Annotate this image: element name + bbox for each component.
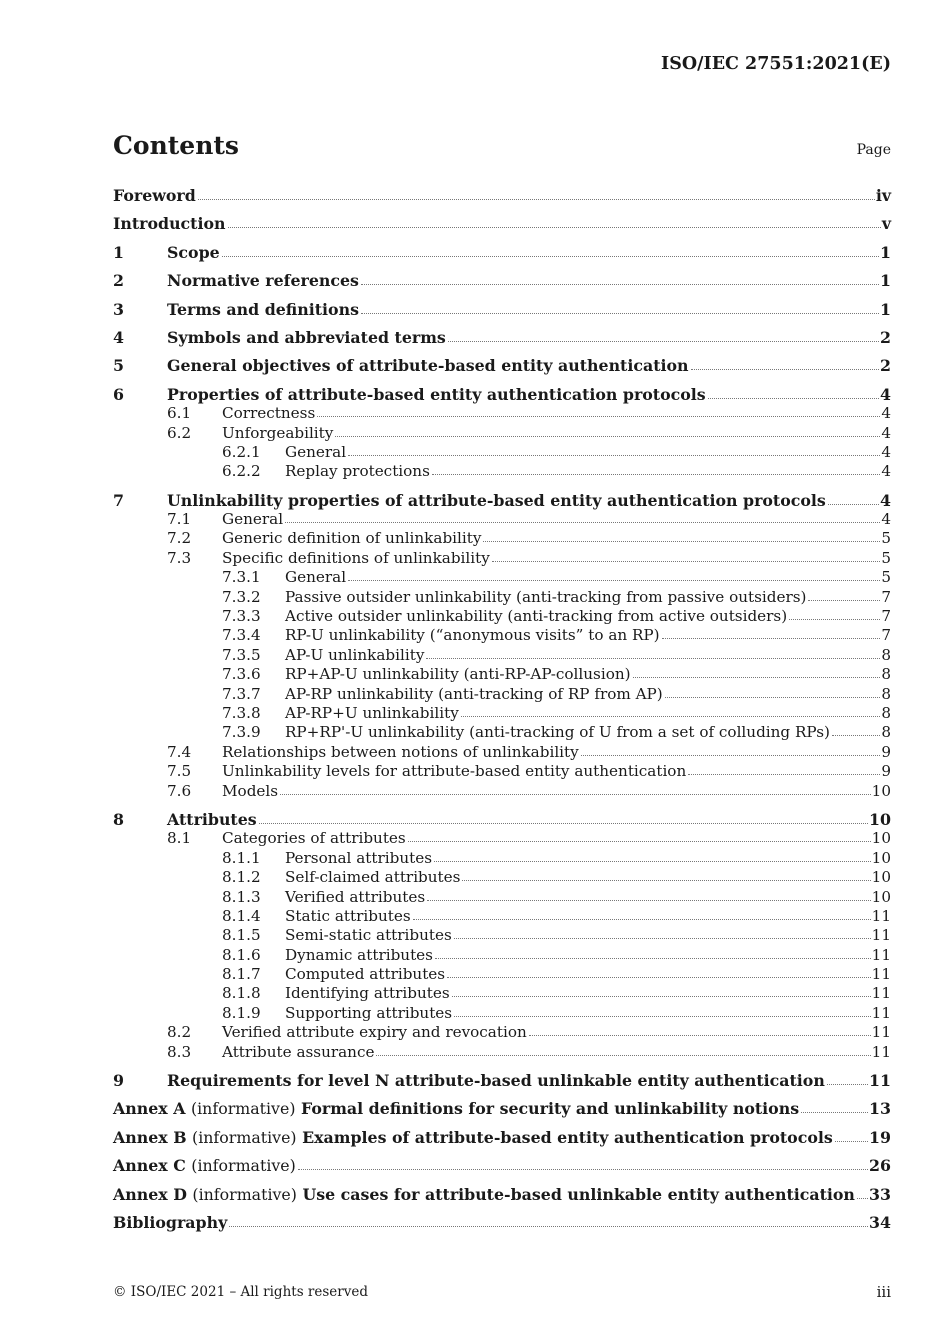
toc-entry-title-group <box>113 1128 833 1147</box>
toc-entry-number: 6.1 <box>167 404 192 423</box>
toc-entry-page: 13 <box>869 1099 891 1119</box>
toc-entry[interactable] <box>113 926 891 945</box>
toc-entry-title-group <box>285 704 459 723</box>
toc-entry-title: Unlinkability properties of attribute-based entity authentication protocols <box>167 490 826 510</box>
toc-entry-page: 33 <box>869 1184 891 1204</box>
toc-entry-page: 7 <box>881 626 891 645</box>
toc-entry-title-group <box>222 1043 374 1062</box>
toc-entry-page: iv <box>875 186 891 205</box>
toc-entry-title: General objectives of attribute-based entity authentication <box>167 356 689 376</box>
dot-leader <box>691 368 879 370</box>
toc-entry-page: 11 <box>871 945 891 964</box>
dot-leader <box>529 1034 871 1036</box>
dot-leader <box>427 899 871 901</box>
toc-entry[interactable] <box>113 762 891 781</box>
toc-entry-title-group <box>167 491 826 510</box>
toc-entry-page: 4 <box>881 423 891 442</box>
toc-entry[interactable] <box>113 510 891 529</box>
toc-entry-title-group <box>222 404 315 423</box>
toc-entry[interactable] <box>113 665 891 684</box>
toc-entry-number: 8.1.5 <box>222 926 261 945</box>
toc-entry-title-group <box>222 424 333 443</box>
toc-entry-page: 10 <box>871 868 891 887</box>
toc-entry[interactable] <box>113 568 891 587</box>
toc-entry-number: 8.1.3 <box>222 887 261 906</box>
toc-entry-title-group <box>222 1023 527 1042</box>
toc-entry-number: 7.5 <box>167 762 192 781</box>
toc-entry-page: 10 <box>871 829 891 848</box>
toc-entry-page: 11 <box>871 926 891 945</box>
toc-entry-page: 34 <box>869 1212 891 1232</box>
annex-note: (informative) <box>192 1127 297 1147</box>
toc-entry-title: Examples of attribute-based entity authentication protocols <box>302 1127 833 1147</box>
dot-leader <box>454 1015 871 1017</box>
toc-entry[interactable] <box>113 965 891 984</box>
toc-entry-page: 1 <box>880 299 891 319</box>
toc-entry-title: Generic definition of unlinkability <box>222 529 482 548</box>
dot-leader <box>832 734 880 736</box>
toc-entry-title-group <box>113 214 226 233</box>
toc-entry[interactable] <box>113 328 891 347</box>
dot-leader <box>317 415 880 417</box>
toc-entry-number: 8.1 <box>167 829 192 848</box>
toc-entry-title: Bibliography <box>113 1212 228 1232</box>
dot-leader <box>361 312 879 314</box>
dot-leader <box>452 995 871 997</box>
dot-leader <box>259 822 868 824</box>
dot-leader <box>435 957 871 959</box>
toc-entry-title: General <box>222 510 284 529</box>
toc-entry-page: 5 <box>881 548 891 567</box>
toc-entry-number: 8.1.2 <box>222 868 261 887</box>
table-of-contents <box>113 183 891 1232</box>
toc-entry-title: Verified attribute expiry and revocation <box>222 1023 527 1042</box>
toc-entry-title: Normative references <box>167 271 359 291</box>
toc-entry-title: Semi-static attributes <box>285 926 452 945</box>
toc-entry[interactable] <box>113 1023 891 1042</box>
toc-entry-page: 5 <box>881 568 891 587</box>
toc-entry-page: 8 <box>881 703 891 722</box>
dot-leader <box>426 657 880 659</box>
dot-leader <box>835 1140 868 1142</box>
toc-entry-title-group <box>167 356 689 375</box>
toc-entry-title: Properties of attribute-based entity authentication protocols <box>167 384 706 404</box>
toc-entry-title: Correctness <box>222 404 316 423</box>
toc-entry-title-group <box>113 1213 227 1232</box>
toc-entry-number: 9 <box>113 1071 124 1091</box>
toc-entry-title-group <box>222 782 278 801</box>
toc-entry-number: 6.2.2 <box>222 462 261 481</box>
toc-entry-title: Specific definitions of unlinkability <box>222 548 490 567</box>
toc-entry-page: 11 <box>869 1071 891 1091</box>
toc-entry-title: AP-U unlinkability <box>285 645 425 664</box>
dot-leader <box>827 1083 868 1085</box>
toc-entry-page: 11 <box>871 984 891 1003</box>
toc-entry-title: General <box>285 442 347 461</box>
toc-entry-title-group <box>113 186 196 205</box>
toc-entry-title: Identifying attributes <box>285 984 450 1003</box>
dot-leader <box>361 283 879 285</box>
toc-entry-title-group <box>167 1071 825 1090</box>
toc-entry-page: 7 <box>881 587 891 606</box>
toc-entry-page: 7 <box>881 607 891 626</box>
toc-entry-title-group <box>222 510 283 529</box>
dot-leader <box>662 637 881 639</box>
toc-entry[interactable] <box>113 1156 891 1175</box>
toc-entry-title-group <box>285 646 424 665</box>
toc-entry[interactable] <box>113 743 891 762</box>
toc-entry-title: Foreword <box>113 186 196 205</box>
toc-entry-title: Supporting attributes <box>285 1003 453 1022</box>
toc-entry-title-group <box>285 443 346 462</box>
dot-leader <box>483 540 880 542</box>
toc-entry-title: Introduction <box>113 214 226 234</box>
toc-entry-title: Passive outsider unlinkability (anti-tracking from passive outsiders) <box>285 587 807 606</box>
toc-entry[interactable] <box>113 907 891 926</box>
toc-entry-title: Formal definitions for security and unlinkability notions <box>300 1099 800 1119</box>
toc-entry-number: 6.2.1 <box>222 442 261 461</box>
dot-leader <box>461 715 881 717</box>
toc-entry-number: 7.3.9 <box>222 723 261 742</box>
toc-entry[interactable] <box>113 1004 891 1023</box>
dot-leader <box>335 435 880 437</box>
toc-entry-title-group <box>285 665 631 684</box>
toc-entry-page: 11 <box>871 1042 891 1061</box>
toc-entry-title-group <box>285 1004 452 1023</box>
toc-entry[interactable] <box>113 356 891 375</box>
toc-entry-title-group <box>167 271 359 290</box>
toc-entry-page: 8 <box>881 684 891 703</box>
toc-entry-title-group <box>285 723 830 742</box>
toc-entry[interactable] <box>113 1185 891 1204</box>
toc-entry[interactable] <box>113 529 891 548</box>
toc-entry[interactable] <box>113 549 891 568</box>
toc-entry-number: 4 <box>113 327 124 347</box>
dot-leader <box>447 976 871 978</box>
toc-entry-page: 8 <box>881 645 891 664</box>
toc-entry-title-group <box>222 762 686 781</box>
toc-entry-title-group <box>285 868 460 887</box>
toc-entry-title: Scope <box>167 242 220 262</box>
toc-entry[interactable] <box>113 186 891 205</box>
toc-entry-page: 1 <box>880 242 891 262</box>
toc-entry-page: 8 <box>881 723 891 742</box>
toc-entry-page: 11 <box>871 906 891 925</box>
toc-entry[interactable] <box>113 888 891 907</box>
toc-entry-title: Models <box>222 781 279 800</box>
toc-entry-number: 7.3.6 <box>222 665 261 684</box>
toc-entry-number: 8.1.6 <box>222 945 261 964</box>
toc-entry-page: 2 <box>880 356 891 376</box>
toc-entry-title-group <box>285 965 445 984</box>
toc-entry-page: 10 <box>871 887 891 906</box>
dot-leader <box>434 860 871 862</box>
toc-entry-number: 7.3.3 <box>222 607 261 626</box>
toc-entry-page: 9 <box>881 762 891 781</box>
toc-entry-title-group <box>167 385 706 404</box>
toc-entry[interactable] <box>113 829 891 848</box>
toc-entry-number: 8.2 <box>167 1023 192 1042</box>
toc-entry-number: 7.3 <box>167 548 192 567</box>
toc-entry-title: Verified attributes <box>285 887 426 906</box>
dot-leader <box>801 1111 868 1113</box>
toc-entry[interactable] <box>113 271 891 290</box>
toc-entry-number: 8.1.4 <box>222 906 261 925</box>
toc-entry-title: Attributes <box>167 809 257 829</box>
dot-leader <box>665 696 881 698</box>
toc-entry-title: Requirements for level N attribute-based unlinkable entity authentication <box>167 1071 825 1091</box>
toc-entry-title: AP-RP unlinkability (anti-tracking of RP from AP) <box>285 684 663 703</box>
toc-entry[interactable] <box>113 443 891 462</box>
page-number: iii <box>876 1283 891 1301</box>
dot-leader <box>408 840 871 842</box>
annex-note: (informative) <box>192 1184 297 1204</box>
toc-entry-title: Relationships between notions of unlinkability <box>222 742 579 761</box>
toc-entry[interactable] <box>113 214 891 233</box>
toc-entry[interactable] <box>113 491 891 510</box>
toc-entry-title: Personal attributes <box>285 848 433 867</box>
toc-entry-title-group <box>285 849 432 868</box>
toc-entry-title: Symbols and abbreviated terms <box>167 327 446 347</box>
dot-leader <box>348 454 880 456</box>
toc-entry-title-group <box>167 300 359 319</box>
toc-entry[interactable] <box>113 1071 891 1090</box>
toc-entry[interactable] <box>113 243 891 262</box>
toc-entry-title-group <box>167 810 257 829</box>
toc-entry[interactable] <box>113 1043 891 1062</box>
toc-entry-number: 7.3.7 <box>222 684 261 703</box>
toc-entry-title: Categories of attributes <box>222 829 406 848</box>
dot-leader <box>198 198 875 200</box>
toc-entry-title: Use cases for attribute-based unlinkable entity authentication <box>302 1184 855 1204</box>
dot-leader <box>708 397 879 399</box>
document-id-header: ISO/IEC 27551:2021(E) <box>661 54 891 74</box>
toc-entry-title: Computed attributes <box>285 965 446 984</box>
dot-leader <box>376 1054 870 1056</box>
dot-leader <box>432 473 880 475</box>
dot-leader <box>492 560 881 562</box>
toc-entry-title-group <box>285 984 450 1003</box>
toc-entry-title-group <box>285 685 663 704</box>
toc-entry-title-group <box>285 607 787 626</box>
toc-entry-title-group <box>285 926 452 945</box>
toc-entry-page: 4 <box>881 510 891 529</box>
dot-leader <box>454 937 871 939</box>
annex-label: Annex A <box>113 1099 186 1119</box>
annex-note: (informative) <box>190 1099 296 1119</box>
dot-leader <box>828 503 879 505</box>
toc-entry-number: 7.4 <box>167 742 192 761</box>
toc-entry-page: 4 <box>880 490 891 510</box>
toc-entry-title-group <box>285 946 433 965</box>
dot-leader <box>298 1168 868 1170</box>
toc-entry-number: 7.3.4 <box>222 626 261 645</box>
toc-entry-title-group <box>167 328 446 347</box>
dot-leader <box>462 879 870 881</box>
toc-entry-title-group <box>285 907 411 926</box>
toc-entry[interactable] <box>113 782 891 801</box>
toc-entry-page: 9 <box>881 742 891 761</box>
toc-entry-number: 6.2 <box>167 423 192 442</box>
annex-label: Annex B <box>113 1127 187 1147</box>
annex-label: Annex D <box>113 1184 187 1204</box>
toc-entry-number: 7.3.8 <box>222 703 261 722</box>
toc-entry-title: Unforgeability <box>222 423 334 442</box>
toc-entry-page: 11 <box>871 1023 891 1042</box>
toc-entry[interactable] <box>113 626 891 645</box>
toc-entry-title-group <box>222 829 406 848</box>
toc-entry[interactable] <box>113 849 891 868</box>
toc-entry-number: 8.1.7 <box>222 965 261 984</box>
toc-entry-number: 7.6 <box>167 781 192 800</box>
toc-entry-number: 7.2 <box>167 529 192 548</box>
toc-entry-number: 8.3 <box>167 1042 192 1061</box>
toc-entry[interactable] <box>113 868 891 887</box>
toc-entry-page: 1 <box>880 271 891 291</box>
dot-leader <box>581 754 881 756</box>
toc-entry[interactable] <box>113 462 891 481</box>
toc-entry-title: Static attributes <box>285 906 411 925</box>
toc-entry-title-group <box>285 588 806 607</box>
toc-entry[interactable] <box>113 1099 891 1118</box>
toc-entry-page: 4 <box>881 404 891 423</box>
toc-entry[interactable] <box>113 588 891 607</box>
toc-entry[interactable] <box>113 723 891 742</box>
annex-label: Annex C <box>113 1156 186 1176</box>
dot-leader <box>857 1197 868 1199</box>
toc-entry-number: 7.1 <box>167 510 192 529</box>
toc-entry-number: 7.3.5 <box>222 645 261 664</box>
toc-entry-page: v <box>881 214 891 234</box>
toc-entry-title-group <box>113 1156 296 1175</box>
toc-entry-number: 5 <box>113 356 124 376</box>
toc-entry-page: 5 <box>881 529 891 548</box>
toc-entry-title: Unlinkability levels for attribute-based entity authentication <box>222 762 687 781</box>
toc-entry-title-group <box>222 529 481 548</box>
toc-entry[interactable] <box>113 704 891 723</box>
dot-leader <box>413 918 871 920</box>
toc-entry[interactable] <box>113 424 891 443</box>
toc-entry-title: Attribute assurance <box>222 1042 375 1061</box>
toc-entry-number: 7 <box>113 490 124 510</box>
toc-entry-number: 2 <box>113 271 124 291</box>
toc-entry-title-group <box>222 743 579 762</box>
toc-entry-number: 6 <box>113 384 124 404</box>
toc-entry-title-group <box>113 1099 799 1118</box>
toc-entry-number: 8.1.9 <box>222 1003 261 1022</box>
toc-entry[interactable] <box>113 984 891 1003</box>
toc-entry-title-group <box>285 462 430 481</box>
toc-entry-number: 7.3.1 <box>222 568 261 587</box>
dot-leader <box>280 793 871 795</box>
toc-entry-title-group <box>285 888 425 907</box>
toc-entry-page: 10 <box>871 781 891 800</box>
toc-entry-title: RP+RP'-U unlinkability (anti-tracking of U from a set of colluding RPs) <box>285 723 830 742</box>
toc-entry-page: 4 <box>880 384 891 404</box>
toc-entry-title: Dynamic attributes <box>285 945 433 964</box>
toc-entry-number: 3 <box>113 299 124 319</box>
dot-leader <box>789 618 880 620</box>
toc-entry-page: 11 <box>871 1003 891 1022</box>
toc-entry-number: 7.3.2 <box>222 587 261 606</box>
dot-leader <box>222 255 879 257</box>
contents-heading: Contents <box>113 131 240 160</box>
toc-entry-number: 8 <box>113 809 124 829</box>
dot-leader <box>228 226 881 228</box>
toc-entry[interactable] <box>113 810 891 829</box>
toc-entry-page: 4 <box>881 442 891 461</box>
toc-entry[interactable] <box>113 685 891 704</box>
toc-entry-title: AP-RP+U unlinkability <box>285 703 459 722</box>
toc-entry[interactable] <box>113 946 891 965</box>
toc-entry-page: 10 <box>871 848 891 867</box>
toc-entry[interactable] <box>113 646 891 665</box>
toc-entry[interactable] <box>113 404 891 423</box>
toc-entry-title: RP+AP-U unlinkability (anti-RP-AP-collusion) <box>285 665 631 684</box>
dot-leader <box>348 579 880 581</box>
dot-leader <box>808 599 880 601</box>
toc-entry[interactable] <box>113 300 891 319</box>
dot-leader <box>633 676 881 678</box>
dot-leader <box>285 521 880 523</box>
toc-entry-page: 4 <box>881 462 891 481</box>
toc-entry[interactable] <box>113 385 891 404</box>
toc-entry-title: Terms and definitions <box>167 299 359 319</box>
toc-entry[interactable] <box>113 607 891 626</box>
page-column-label: Page <box>856 142 891 158</box>
toc-entry-page: 19 <box>869 1127 891 1147</box>
annex-note: (informative) <box>191 1156 296 1176</box>
copyright-footer: © ISO/IEC 2021 – All rights reserved <box>113 1284 368 1300</box>
toc-entry-page: 11 <box>871 965 891 984</box>
toc-entry-page: 10 <box>869 809 891 829</box>
toc-entry[interactable] <box>113 1128 891 1147</box>
dot-leader <box>688 773 880 775</box>
toc-entry-title: Active outsider unlinkability (anti-tracking from active outsiders) <box>285 607 788 626</box>
toc-entry-title-group <box>113 1185 855 1204</box>
toc-entry-number: 8.1.8 <box>222 984 261 1003</box>
toc-entry-title-group <box>167 243 220 262</box>
toc-entry-title: General <box>285 568 347 587</box>
toc-entry-number: 8.1.1 <box>222 848 261 867</box>
toc-entry-page: 2 <box>880 327 891 347</box>
toc-entry-title: RP-U unlinkability (“anonymous visits” to an RP) <box>285 626 660 645</box>
toc-entry-page: 8 <box>881 665 891 684</box>
toc-entry-title-group <box>285 626 660 645</box>
toc-entry-title: Replay protections <box>285 462 430 481</box>
toc-entry-title-group <box>285 568 346 587</box>
toc-entry[interactable] <box>113 1213 891 1232</box>
dot-leader <box>229 1225 868 1227</box>
toc-entry-title: Self-claimed attributes <box>285 868 461 887</box>
toc-entry-title-group <box>222 549 490 568</box>
dot-leader <box>448 340 879 342</box>
toc-entry-number: 1 <box>113 242 124 262</box>
toc-entry-page: 26 <box>869 1156 891 1176</box>
